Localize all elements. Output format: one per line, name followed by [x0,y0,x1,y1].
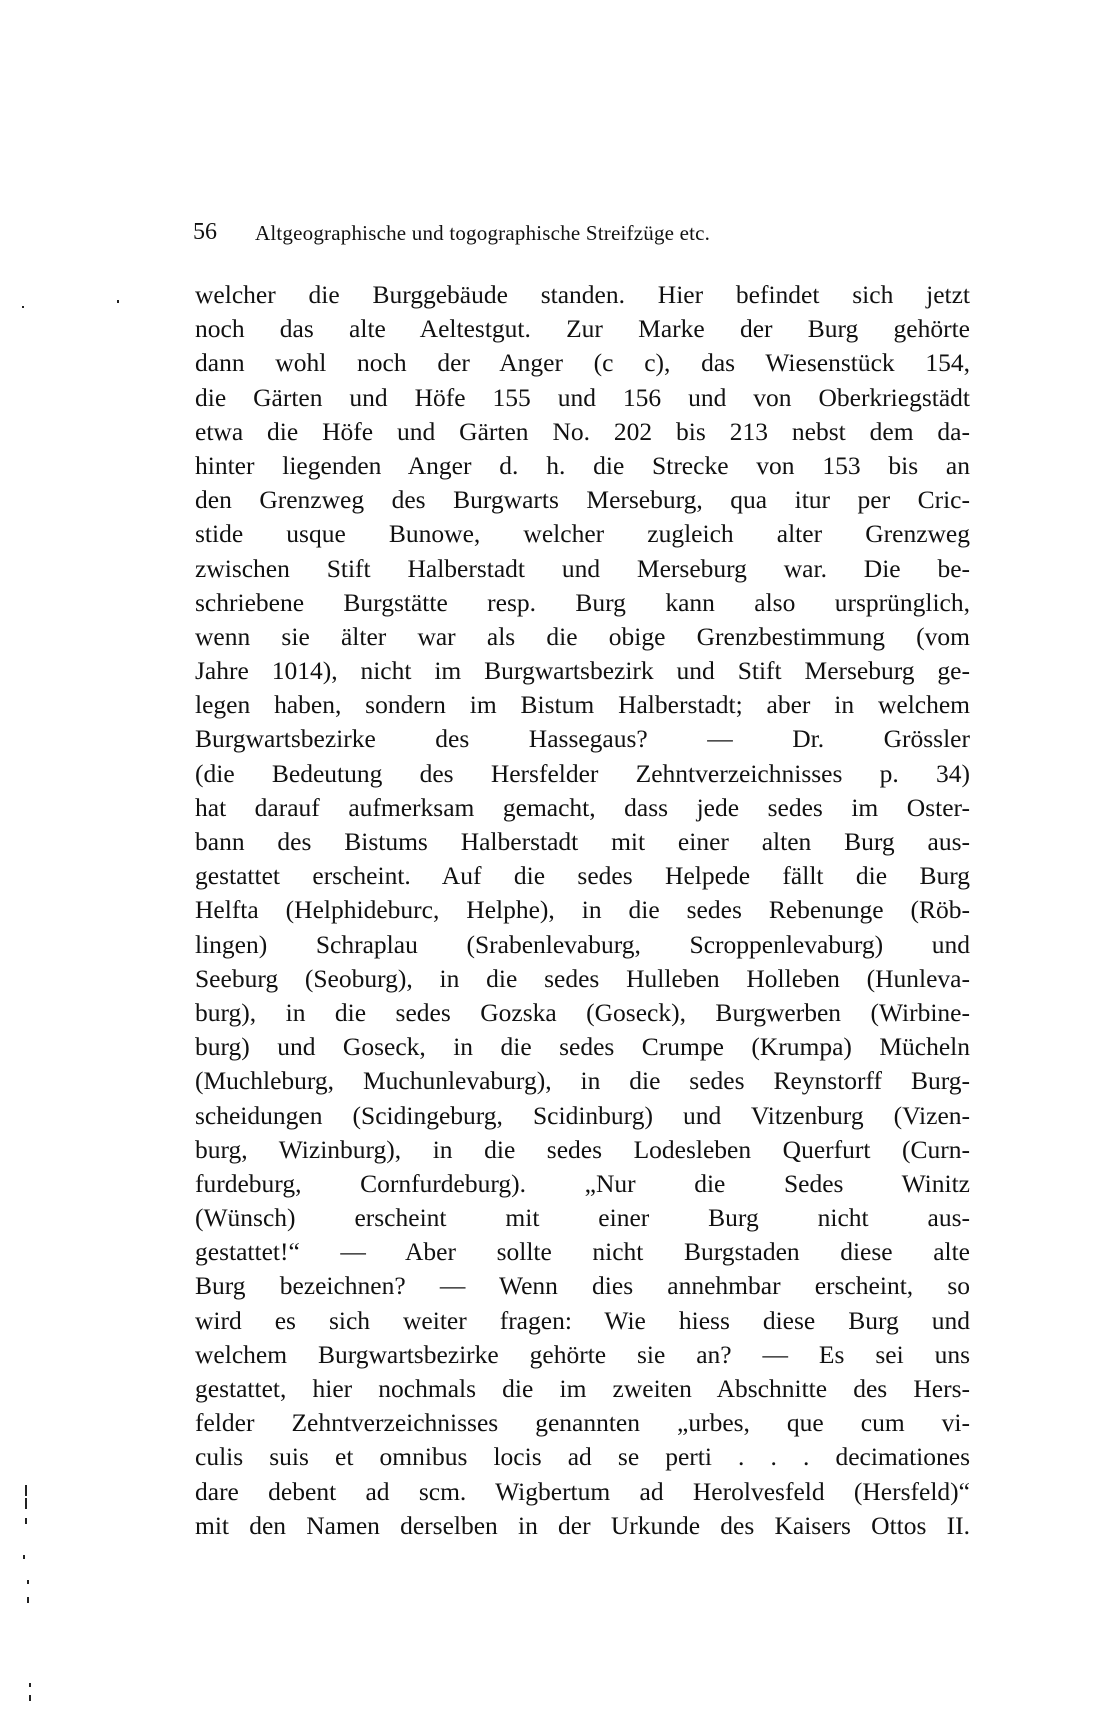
text-line: burg) und Goseck, in die sedes Crumpe (Krumpa) Mücheln [195,1032,970,1062]
scan-mark [25,1518,27,1524]
text-line: scheidungen (Scidingeburg, Scidinburg) und Vitzenburg (Vizen- [195,1100,970,1130]
text-line: schriebene Burgstätte resp. Burg kann also ursprünglich, [195,587,970,617]
scan-mark [23,1555,25,1559]
text-line: furdeburg, Cornfurdeburg). „Nur die Sedes Winitz [195,1168,970,1198]
text-line: Helfta (Helphideburc, Helphe), in die sedes Rebenunge (Röb- [195,895,970,925]
text-line: culis suis et omnibus locis ad se perti . . . decimationes [195,1442,970,1472]
text-line: die Gärten und Höfe 155 und 156 und von Oberkriegstädt [195,382,970,412]
text-line: burg, Wizinburg), in die sedes Lodesleben Querfurt (Curn- [195,1134,970,1164]
page-number: 56 [193,219,217,245]
text-line: mit den Namen derselben in der Urkunde des Kaisers Ottos II. [195,1510,970,1540]
scan-mark [117,300,119,303]
text-line: hat darauf aufmerksam gemacht, dass jede sedes im Oster- [195,792,970,822]
text-line: wird es sich weiter fragen: Wie hiess diese Burg und [195,1305,970,1335]
text-line: hinter liegenden Anger d. h. die Strecke von 153 bis an [195,450,970,480]
text-line: Jahre 1014), nicht im Burgwartsbezirk und Stift Merseburg ge- [195,656,970,686]
text-line: burg), in die sedes Gozska (Goseck), Burgwerben (Wirbine- [195,997,970,1027]
running-title: Altgeographische und togographische Streifzüge etc. [255,221,711,245]
text-line: Burg bezeichnen? — Wenn dies annehmbar erscheint, so [195,1271,970,1301]
text-line: welchem Burgwartsbezirke gehörte sie an? — Es sei uns [195,1339,970,1369]
text-line: wenn sie älter war als die obige Grenzbestimmung (vom [195,621,970,651]
body-text [195,278,970,1543]
text-line: noch das alte Aeltestgut. Zur Marke der Burg gehörte [195,314,970,344]
text-line: gestattet!“ — Aber sollte nicht Burgstaden diese alte [195,1237,970,1267]
scan-mark [27,1597,29,1603]
text-line: Seeburg (Seoburg), in die sedes Hulleben Holleben (Hunleva- [195,963,970,993]
text-line: dann wohl noch der Anger (c c), das Wiesenstück 154, [195,348,970,378]
text-line: (Muchleburg, Muchunlevaburg), in die sedes Reynstorff Burg- [195,1066,970,1096]
text-line: gestattet, hier nochmals die im zweiten Abschnitte des Hers- [195,1374,970,1403]
text-line: felder Zehntverzeichnisses genannten „urbes, que cum vi- [195,1408,970,1438]
text-line: dare debent ad scm. Wigbertum ad Herolvesfeld (Hersfeld)“ [195,1476,970,1506]
text-line: zwischen Stift Halberstadt und Merseburg war. Die be- [195,553,970,583]
scan-mark [25,1498,27,1509]
text-line: gestattet erscheint. Auf die sedes Helpede fällt die Burg [195,861,970,891]
scan-mark [25,1485,27,1496]
scan-mark [29,1683,31,1687]
running-header [193,216,973,248]
text-line: (die Bedeutung des Hersfelder Zehntverzeichnisses p. 34) [195,758,970,788]
text-line: lingen) Schraplau (Srabenlevaburg, Scroppenlevaburg) und [195,929,970,959]
scan-mark [29,1695,31,1701]
text-line: (Wünsch) erscheint mit einer Burg nicht aus- [195,1203,970,1233]
scan-mark [27,1580,29,1584]
text-line: stide usque Bunowe, welcher zugleich alter Grenzweg [195,519,970,549]
text-line: etwa die Höfe und Gärten No. 202 bis 213 nebst dem da- [195,416,970,446]
scan-mark [22,306,24,308]
text-line: legen haben, sondern im Bistum Halberstadt; aber in welchem [195,690,970,720]
text-line: welcher die Burggebäude standen. Hier befindet sich jetzt [195,280,970,309]
text-line: Burgwartsbezirke des Hassegaus? — Dr. Grössler [195,724,970,754]
text-line: bann des Bistums Halberstadt mit einer alten Burg aus- [195,827,970,856]
text-line: den Grenzweg des Burgwarts Merseburg, qua itur per Cric- [195,485,970,515]
